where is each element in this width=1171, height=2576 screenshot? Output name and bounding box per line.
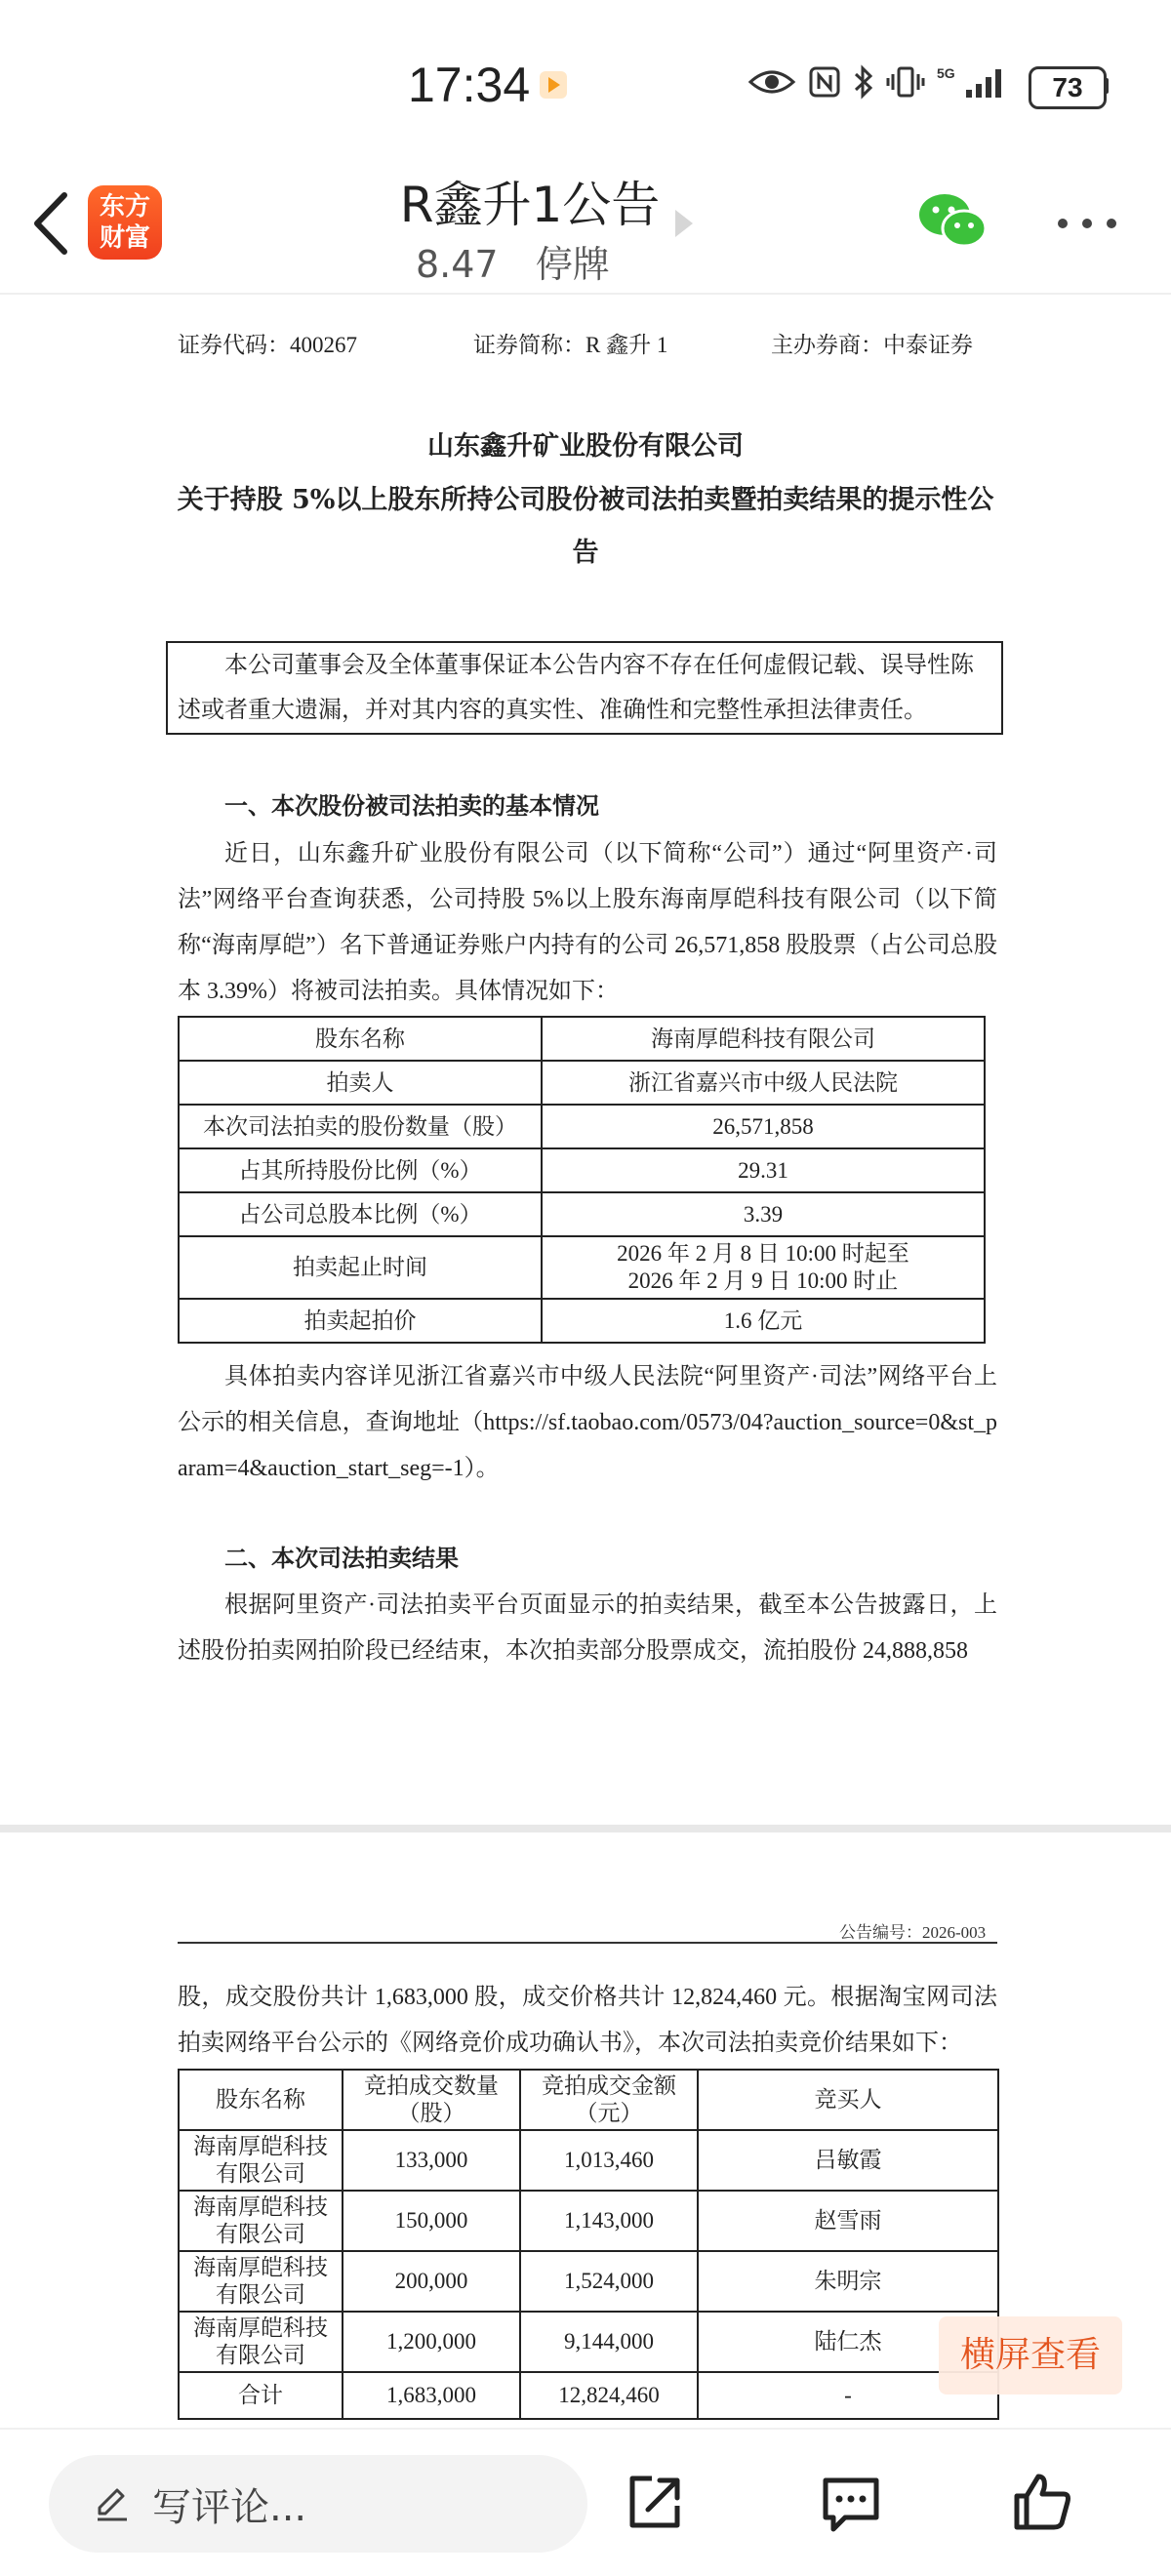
- table-row: [179, 1299, 985, 1343]
- table-cell: 9,144,000: [520, 2312, 698, 2372]
- table-cell-label: 本次司法拍卖的股份数量（股）: [179, 1105, 542, 1148]
- auction-basic-table: [178, 1016, 986, 1344]
- table-cell: 海南厚皑科技有限公司: [179, 2312, 343, 2372]
- section2-title: 二、本次司法拍卖结果: [224, 1544, 459, 1572]
- table-row: [179, 1236, 985, 1299]
- landscape-view-button[interactable]: 横屏查看: [939, 2316, 1122, 2395]
- table-cell-value: 26,571,858: [542, 1105, 985, 1148]
- thumbs-up-icon[interactable]: [1011, 2471, 1073, 2533]
- table-cell: 陆仁杰: [698, 2312, 998, 2372]
- table-cell-value: 1.6 亿元: [542, 1299, 985, 1343]
- table-cell: 200,000: [343, 2251, 520, 2312]
- table-cell: 海南厚皑科技有限公司: [179, 2191, 343, 2251]
- announcement-title: 关于持股 5%以上股东所持公司股份被司法拍卖暨拍卖结果的提示性公告: [177, 485, 994, 568]
- table-row: [179, 1148, 985, 1192]
- table-row: [179, 1192, 985, 1236]
- comment-placeholder: 写评论...: [152, 2484, 307, 2530]
- table-cell-label: 占公司总股本比例（%）: [179, 1192, 542, 1236]
- table-cell-label: 拍卖起止时间: [179, 1236, 542, 1299]
- status-bar: [0, 0, 1171, 156]
- table-cell: 海南厚皑科技有限公司: [179, 2251, 343, 2312]
- table-cell: 150,000: [343, 2191, 520, 2251]
- security-code: 证券代码：400267: [178, 333, 357, 357]
- table-row: [179, 1061, 985, 1105]
- comment-input[interactable]: [49, 2455, 587, 2553]
- wechat-icon[interactable]: [917, 191, 988, 250]
- play-icon: [539, 70, 568, 100]
- table-cell: 1,013,460: [520, 2130, 698, 2191]
- table-cell-label: 拍卖人: [179, 1061, 542, 1105]
- table-cell-value: 29.31: [542, 1148, 985, 1192]
- bluetooth-icon: [853, 64, 874, 100]
- table-row: [179, 2130, 998, 2191]
- table-row: [179, 2312, 998, 2372]
- section1-paragraph: 近日，山东鑫升矿业股份有限公司（以下简称“公司”）通过“阿里资产·司法”网络平台查询获悉，公司持股 5%以上股东海南厚皑科技有限公司（以下简称“海南厚皑”）名下普通证券账户内持有的公司 26,571,858 股股票（占公司总股本 3.39%）将被司法拍卖。具体情况如下：: [178, 841, 997, 1004]
- header-divider: [0, 293, 1171, 295]
- table-cell-label: 占其所持股份比例（%）: [179, 1148, 542, 1192]
- page2-paragraph: 股，成交股份共计 1,683,000 股，成交价格共计 12,824,460 元。根据淘宝网司法拍卖网络平台公示的《网络竞价成功确认书》，本次司法拍卖竞价结果如下：: [178, 1985, 997, 2056]
- status-icons: [747, 64, 1009, 100]
- table-cell: 吕敏霞: [698, 2130, 998, 2191]
- table-total-row: [179, 2372, 998, 2419]
- announcement-number: 公告编号：2026-003: [839, 1923, 987, 1942]
- table-row: [179, 1105, 985, 1148]
- board-guarantee-notice: 本公司董事会及全体董事保证本公告内容不存在任何虚假记载、误导性陈述或者重大遗漏，并对其内容的真实性、准确性和完整性承担法律责任。: [166, 641, 1003, 735]
- clock: 17:34: [408, 58, 531, 112]
- table-row: [179, 1017, 985, 1061]
- table-cell: 133,000: [343, 2130, 520, 2191]
- svg-text:5G: 5G: [937, 65, 955, 81]
- table-cell-label: 股东名称: [179, 1017, 542, 1061]
- battery-indicator: 73: [1029, 66, 1107, 109]
- app-logo-line2: 财富: [99, 223, 150, 253]
- table-cell: 赵雪雨: [698, 2191, 998, 2251]
- table-cell: 1,683,000: [343, 2372, 520, 2419]
- bottom-divider: [0, 2428, 1171, 2430]
- auction-detail-paragraph: 具体拍卖内容详见浙江省嘉兴市中级人民法院“阿里资产·司法”网络平台上公示的相关信息，查询地址（https://sf.taobao.com/0573/04?auction_source=0&st_param=4&auction_start_seg=-1）。: [178, 1364, 997, 1481]
- nfc-icon: [808, 65, 841, 99]
- table-cell: 1,524,000: [520, 2251, 698, 2312]
- stock-quote: [416, 234, 635, 288]
- app-logo-line1: 东方: [99, 192, 150, 221]
- table-cell: 合计: [179, 2372, 343, 2419]
- page-separator: [0, 1825, 1171, 1832]
- next-stock-icon[interactable]: [671, 207, 697, 240]
- table-cell: 1,143,000: [520, 2191, 698, 2251]
- table-row: [179, 2191, 998, 2251]
- comments-icon[interactable]: [820, 2475, 882, 2533]
- security-name: 证券简称：R 鑫升 1: [473, 333, 668, 357]
- table-header-cell: 竞买人: [698, 2070, 998, 2130]
- table-cell: 12,824,460: [520, 2372, 698, 2419]
- section2-paragraph: 根据阿里资产·司法拍卖平台页面显示的拍卖结果，截至本公告披露日，上述股份拍卖网拍阶段已经结束，本次拍卖部分股票成交，流拍股份 24,888,858: [178, 1592, 997, 1664]
- auction-end-time: 2026 年 2 月 9 日 10:00 时止: [627, 1268, 899, 1293]
- stock-status: 停牌: [535, 243, 610, 286]
- page-title: R鑫升1公告: [399, 177, 661, 233]
- table-cell-value: 海南厚皑科技有限公司: [542, 1017, 985, 1061]
- signal-icon: [937, 64, 1009, 100]
- battery-tip: [1104, 78, 1109, 94]
- table-cell-value: 3.39: [542, 1192, 985, 1236]
- table-cell: 海南厚皑科技有限公司: [179, 2130, 343, 2191]
- table-cell: 1,200,000: [343, 2312, 520, 2372]
- vibrate-icon: [886, 65, 925, 99]
- table-cell-value: 浙江省嘉兴市中级人民法院: [542, 1061, 985, 1105]
- auction-result-table: [178, 2069, 999, 2420]
- auction-start-time: 2026 年 2 月 8 日 10:00 时起至: [617, 1241, 909, 1266]
- share-icon[interactable]: [625, 2473, 685, 2533]
- company-name: 山东鑫升矿业股份有限公司: [427, 431, 744, 462]
- table-row: [179, 2251, 998, 2312]
- table-cell: -: [698, 2372, 998, 2419]
- table-cell-label: 拍卖起拍价: [179, 1299, 542, 1343]
- eye-icon: [747, 67, 796, 97]
- table-header-row: [179, 2070, 998, 2130]
- table-cell: 朱明宗: [698, 2251, 998, 2312]
- table-cell-value: [542, 1236, 985, 1299]
- stock-price: 8.47: [416, 243, 499, 286]
- page-header-rule: [178, 1942, 997, 1944]
- sponsor-broker: 主办券商：中泰证券: [771, 333, 973, 357]
- table-header-cell: 股东名称: [179, 2070, 343, 2130]
- more-icon[interactable]: [1056, 217, 1118, 230]
- table-header-cell: 竞拍成交金额（元）: [520, 2070, 698, 2130]
- section1-title: 一、本次股份被司法拍卖的基本情况: [224, 791, 599, 820]
- table-header-cell: 竞拍成交数量（股）: [343, 2070, 520, 2130]
- pencil-icon: [92, 2484, 131, 2523]
